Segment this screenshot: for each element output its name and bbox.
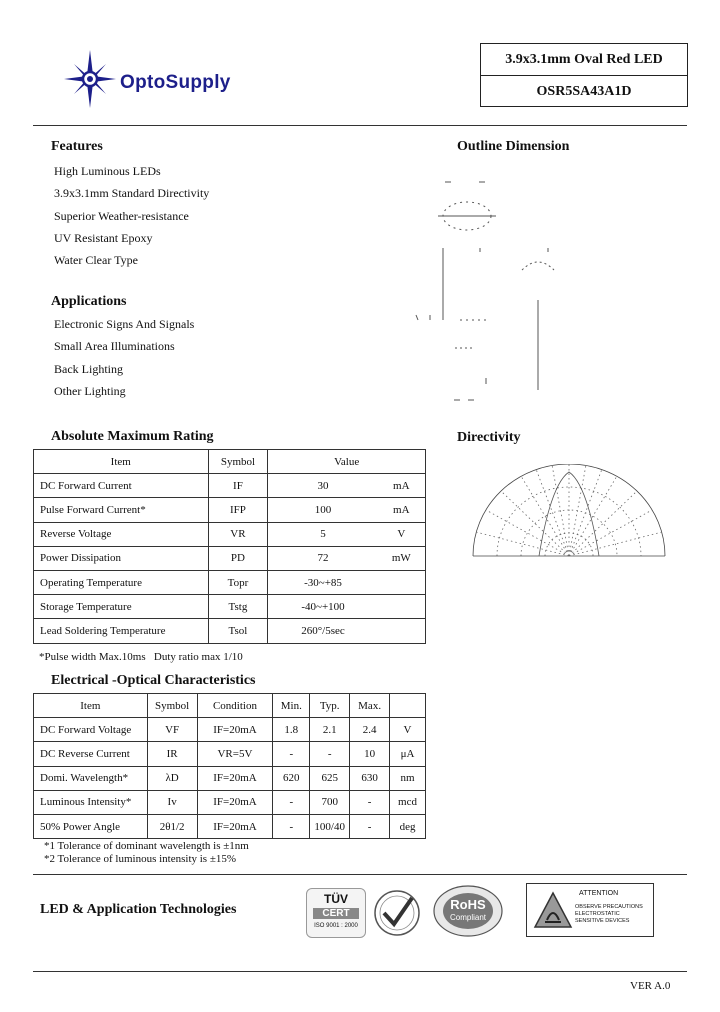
cell-item: Luminous Intensity* xyxy=(34,790,148,814)
cell-value: 30 xyxy=(268,474,378,498)
attention-label: ATTENTION xyxy=(579,890,619,897)
col-value: Value xyxy=(268,450,426,474)
amr-note: *Pulse width Max.10ms Duty ratio max 1/10 xyxy=(39,651,243,663)
star-logo-icon xyxy=(62,48,118,110)
logo xyxy=(62,48,272,110)
rohs-badge xyxy=(432,884,504,938)
cell-min: - xyxy=(273,742,310,766)
esd-line: ELECTROSTATIC xyxy=(575,911,620,917)
cell-value: -30~+85 xyxy=(268,570,378,594)
cell-typ: - xyxy=(310,742,350,766)
eoc-heading: Electrical -Optical Characteristics xyxy=(51,673,256,688)
cell-item: Lead Soldering Temperature xyxy=(34,619,209,643)
list-item: High Luminous LEDs xyxy=(54,164,161,178)
cell-max: 10 xyxy=(350,742,390,766)
cell-value: 72 xyxy=(268,546,378,570)
table-header-row xyxy=(34,450,426,474)
brand-name: OptoSupply xyxy=(120,72,231,93)
cell-unit xyxy=(378,595,426,619)
cell-condition: VR=5V xyxy=(197,742,273,766)
cell-item: Operating Temperature xyxy=(34,570,209,594)
cell-typ: 625 xyxy=(310,766,350,790)
eoc-table xyxy=(33,693,426,839)
col-item: Item xyxy=(34,450,209,474)
cell-item: Reverse Voltage xyxy=(34,522,209,546)
outline-heading: Outline Dimension xyxy=(457,139,570,154)
header-divider xyxy=(33,125,687,126)
table-row xyxy=(34,522,426,546)
table-row xyxy=(34,718,426,742)
cell-symbol: λD xyxy=(147,766,197,790)
table-row xyxy=(34,619,426,643)
cell-unit: deg xyxy=(390,814,426,838)
cell-typ: 700 xyxy=(310,790,350,814)
cell-symbol: IR xyxy=(147,742,197,766)
cell-symbol: VF xyxy=(147,718,197,742)
table-row xyxy=(34,474,426,498)
cell-min: 1.8 xyxy=(273,718,310,742)
cell-max: 2.4 xyxy=(350,718,390,742)
col-item: Item xyxy=(34,694,148,718)
esd-line: OBSERVE PRECAUTIONS xyxy=(575,904,643,910)
cell-unit: μA xyxy=(390,742,426,766)
list-item: Small Area Illuminations xyxy=(54,339,175,354)
cell-item: Domi. Wavelength* xyxy=(34,766,148,790)
cell-typ: 2.1 xyxy=(310,718,350,742)
cell-item: Power Dissipation xyxy=(34,546,209,570)
col-symbol: Symbol xyxy=(147,694,197,718)
col-max: Max. xyxy=(350,694,390,718)
cell-symbol: VR xyxy=(208,522,268,546)
col-min: Min. xyxy=(273,694,310,718)
eoc-note-1: *1 Tolerance of dominant wavelength is ±1nm xyxy=(44,840,249,852)
cell-value: -40~+100 xyxy=(268,595,378,619)
amr-heading: Absolute Maximum Rating xyxy=(51,429,214,444)
esd-warning-icon xyxy=(533,890,573,930)
cert-label: CERT xyxy=(313,908,359,919)
directivity-chart xyxy=(469,464,669,564)
list-item: 3.9x3.1mm Standard Directivity xyxy=(54,186,210,201)
table-row xyxy=(34,595,426,619)
table-row xyxy=(34,498,426,522)
eoc-note-2: *2 Tolerance of luminous intensity is ±15% xyxy=(44,853,237,865)
list-item: Back Lighting xyxy=(54,361,123,376)
col-unit xyxy=(390,694,426,718)
esd-text xyxy=(575,904,643,925)
features-list xyxy=(54,160,209,271)
list-item: Other Lighting xyxy=(54,383,126,398)
cell-min: 620 xyxy=(273,766,310,790)
rohs-label: RoHS xyxy=(450,897,486,912)
product-title: 3.9x3.1mm Oval Red LED xyxy=(481,44,687,76)
cell-symbol: Iv xyxy=(147,790,197,814)
cell-unit: nm xyxy=(390,766,426,790)
list-item: Water Clear Type xyxy=(54,253,138,268)
table-row xyxy=(34,814,426,838)
cell-condition: IF=20mA xyxy=(197,814,273,838)
compliant-label: Compliant xyxy=(449,913,486,922)
table-header-row xyxy=(34,694,426,718)
cell-unit: mW xyxy=(378,546,426,570)
cell-unit: V xyxy=(390,718,426,742)
cell-item: DC Forward Voltage xyxy=(34,718,148,742)
list-item: Superior Weather-resistance xyxy=(54,208,189,223)
cell-symbol: IFP xyxy=(208,498,268,522)
tuv-badge xyxy=(306,888,366,938)
table-row xyxy=(34,546,426,570)
cell-symbol: Topr xyxy=(208,570,268,594)
cell-max: - xyxy=(350,814,390,838)
cell-symbol: PD xyxy=(208,546,268,570)
cell-typ: 100/40 xyxy=(310,814,350,838)
cell-max: - xyxy=(350,790,390,814)
cell-condition: IF=20mA xyxy=(197,718,273,742)
applications-heading: Applications xyxy=(51,294,127,309)
cell-condition: IF=20mA xyxy=(197,790,273,814)
cell-max: 630 xyxy=(350,766,390,790)
col-symbol: Symbol xyxy=(208,450,268,474)
col-typ: Typ. xyxy=(310,694,350,718)
cell-min: - xyxy=(273,790,310,814)
table-row xyxy=(34,742,426,766)
cell-value: 5 xyxy=(268,522,378,546)
footer-divider-top xyxy=(33,874,687,875)
product-title-box xyxy=(480,43,688,107)
applications-list xyxy=(54,313,194,402)
cell-item: Storage Temperature xyxy=(34,595,209,619)
cell-symbol: Tsol xyxy=(208,619,268,643)
amr-table xyxy=(33,449,426,644)
iso-label: ISO 9001 : 2000 xyxy=(314,923,358,929)
tuv-label: TÜV xyxy=(324,892,348,906)
list-item: Electronic Signs And Signals xyxy=(54,317,195,331)
table-row xyxy=(34,766,426,790)
features-heading: Features xyxy=(51,139,103,154)
cell-value: 260°/5sec xyxy=(268,619,378,643)
cell-unit: V xyxy=(378,522,426,546)
cell-min: - xyxy=(273,814,310,838)
esd-line: SENSITIVE DEVICES xyxy=(575,918,630,924)
directivity-heading: Directivity xyxy=(457,430,521,445)
version-label: VER A.0 xyxy=(630,980,671,992)
cell-unit: mA xyxy=(378,474,426,498)
cell-value: 100 xyxy=(268,498,378,522)
col-condition: Condition xyxy=(197,694,273,718)
check-seal-icon xyxy=(370,888,424,938)
table-row xyxy=(34,570,426,594)
cell-symbol: 2θ1/2 xyxy=(147,814,197,838)
cell-unit xyxy=(378,619,426,643)
company-name: LED & Application Technologies xyxy=(40,902,237,917)
cell-item: DC Forward Current xyxy=(34,474,209,498)
table-row xyxy=(34,790,426,814)
cell-symbol: Tstg xyxy=(208,595,268,619)
outline-drawing xyxy=(410,170,580,410)
esd-attention-badge xyxy=(526,883,654,937)
cell-item: DC Reverse Current xyxy=(34,742,148,766)
cell-unit: mcd xyxy=(390,790,426,814)
list-item: UV Resistant Epoxy xyxy=(54,230,153,245)
cell-unit xyxy=(378,570,426,594)
cell-unit: mA xyxy=(378,498,426,522)
cell-item: 50% Power Angle xyxy=(34,814,148,838)
cell-condition: IF=20mA xyxy=(197,766,273,790)
part-number: OSR5SA43A1D xyxy=(536,83,632,99)
footer-divider-bottom xyxy=(33,971,687,972)
cell-symbol: IF xyxy=(208,474,268,498)
cell-item: Pulse Forward Current* xyxy=(34,498,209,522)
